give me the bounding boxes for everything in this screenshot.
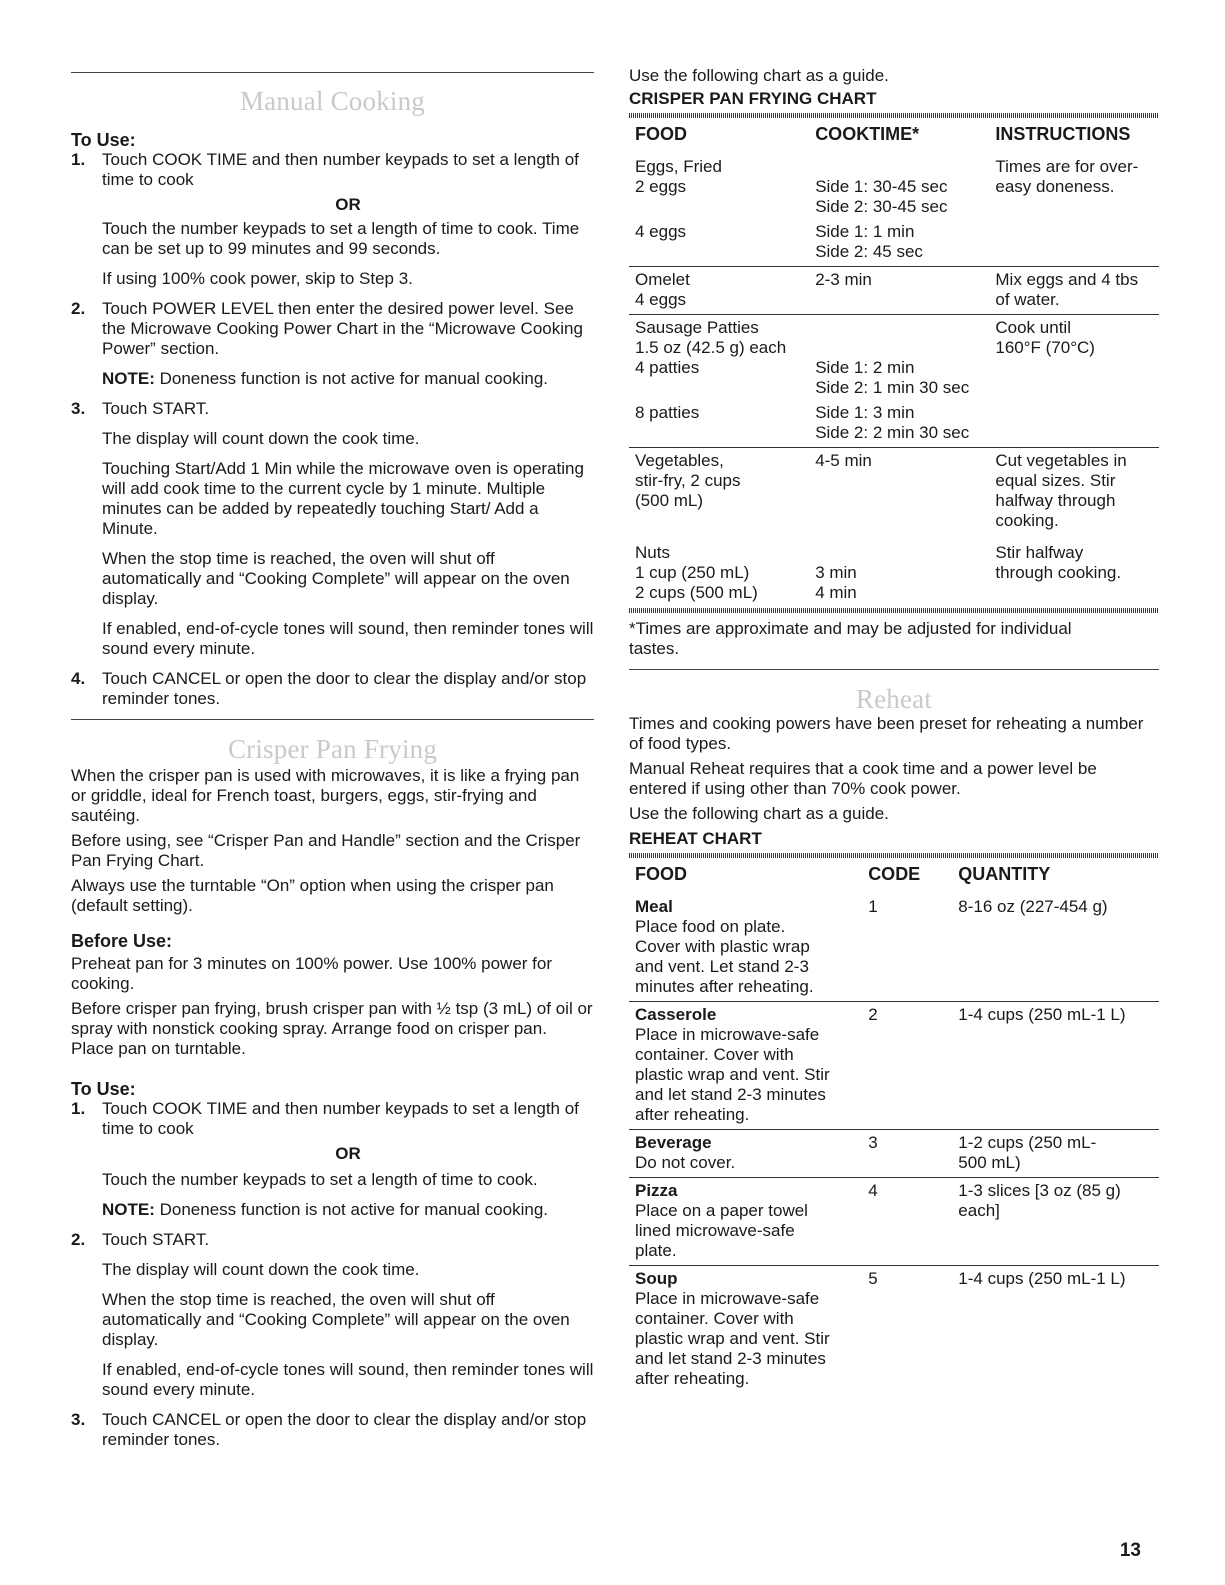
to-use-heading: To Use:: [71, 1079, 136, 1099]
step-text: Touch START.: [102, 399, 210, 418]
table-row: [629, 267, 1159, 315]
food-cell: [629, 892, 862, 1002]
reheat-code: 2: [862, 1002, 952, 1130]
food-cell: [629, 1178, 862, 1266]
quantity: 1-4 cups (250 mL-1 L): [952, 1002, 1159, 1130]
page-number: 13: [1119, 1540, 1141, 1561]
step-number: 4.: [71, 669, 86, 688]
food-cell: [629, 538, 809, 608]
food-name: Omelet: [635, 270, 690, 289]
step-text: The display will count down the cook time.: [102, 429, 420, 448]
food-portion: stir-fry, 2 cups: [635, 471, 741, 490]
step-text: Touch COOK TIME and then number keypads to set a length of time to cook: [102, 150, 579, 189]
note-label: NOTE:: [102, 369, 155, 388]
quantity: 8-16 oz (227-454 g): [958, 897, 1108, 916]
step-text: If enabled, end-of-cycle tones will sound, then reminder tones will sound every minute.: [102, 1360, 594, 1399]
cook-time: Side 2: 2 min 30 sec: [815, 423, 970, 442]
section-rule: [71, 719, 594, 720]
step-number: 3.: [71, 1410, 86, 1429]
table-header-row: [629, 858, 1159, 892]
reheat-code: 4: [862, 1178, 952, 1266]
left-column: [71, 0, 594, 1450]
instruction-text: Times are for over-: [995, 157, 1139, 176]
food-portion: 4 eggs: [635, 222, 687, 241]
note-label: NOTE:: [102, 1200, 155, 1219]
reheat-chart-title: REHEAT CHART: [629, 829, 762, 848]
manual-cooking-title: Manual Cooking: [239, 86, 426, 116]
column-header: COOKTIME*: [815, 124, 920, 144]
time-cell: [809, 315, 989, 448]
crisper-steps: [71, 1099, 594, 1450]
food-portion: 8 patties: [635, 403, 700, 422]
table-row: [629, 538, 1159, 608]
column-header: FOOD: [635, 864, 687, 884]
note: [102, 1200, 594, 1220]
table-row: [629, 448, 1159, 538]
step-text: Touch the number keypads to set a length of time to cook. Time can be set up to 99 minutes and 99 seconds.: [102, 219, 580, 258]
food-name: Soup: [635, 1269, 678, 1288]
step-text: Touch CANCEL or open the door to clear the display and/or stop reminder tones.: [102, 669, 587, 708]
step-item: [71, 150, 594, 289]
manual-cooking-steps: [71, 150, 594, 709]
paragraph: Preheat pan for 3 minutes on 100% power. Use 100% power for cooking.: [71, 954, 553, 993]
note: [102, 369, 594, 389]
chart-footnote: *Times are approximate and may be adjusted for individual tastes.: [629, 619, 1072, 658]
food-portion: 1 cup (250 mL): [635, 563, 750, 582]
column-header: CODE: [868, 864, 921, 884]
paragraph: Times and cooking powers have been preset for reheating a number of food types.: [629, 714, 1144, 753]
table-row: [629, 1130, 1159, 1178]
cook-time: Side 1: 30-45 sec: [815, 177, 948, 196]
food-portion: 2 cups (500 mL): [635, 583, 758, 602]
cook-time: 2-3 min: [809, 267, 989, 315]
table-row: [629, 1178, 1159, 1266]
paragraph: Manual Reheat requires that a cook time and a power level be entered if using other than 70% cook power.: [629, 759, 1097, 798]
step-text: Touch START.: [102, 1230, 210, 1249]
table-row: [629, 152, 1159, 267]
chart-intro: Use the following chart as a guide.: [629, 66, 889, 85]
column-header: QUANTITY: [958, 864, 1051, 884]
crisper-pan-frying-title: Crisper Pan Frying: [227, 734, 438, 764]
step-item: [71, 1410, 594, 1450]
reheat-code: 1: [868, 897, 878, 916]
reheat-code: 3: [862, 1130, 952, 1178]
paragraph: Use the following chart as a guide.: [629, 804, 889, 823]
note-text: Doneness function is not active for manual cooking.: [154, 369, 548, 388]
food-cell: [629, 448, 809, 538]
or-label: OR: [335, 195, 361, 214]
reheat-code: 5: [862, 1266, 952, 1394]
food-cell: [629, 1002, 862, 1130]
step-number: 1.: [71, 150, 86, 169]
food-portion: 2 eggs: [635, 177, 687, 196]
food-name: Casserole: [635, 1005, 717, 1024]
step-item: [71, 1099, 594, 1220]
food-cell: [629, 1130, 862, 1178]
cook-time: Side 2: 1 min 30 sec: [815, 378, 970, 397]
instruction-text: Mix eggs and 4 tbs: [995, 270, 1139, 289]
cook-time: Side 1: 3 min: [815, 403, 915, 422]
section-rule: [629, 669, 1159, 670]
instruction-text: of water.: [995, 290, 1060, 309]
food-name: Meal: [635, 897, 673, 916]
time-cell: [809, 538, 989, 608]
cook-time: 4 min: [815, 583, 857, 602]
food-instructions: Place in microwave-safe container. Cover with plastic wrap and vent. Stir and let stand 2-3 minutes after reheating.: [635, 1025, 830, 1124]
table-header-row: [629, 118, 1159, 152]
table-row: [629, 315, 1159, 448]
step-text: Touch CANCEL or open the door to clear the display and/or stop reminder tones.: [102, 1410, 587, 1449]
cook-time: Side 1: 1 min: [815, 222, 915, 241]
to-use-heading: To Use:: [71, 130, 136, 150]
instruction-text: Stir halfway: [995, 543, 1084, 562]
table-row: [629, 892, 1159, 1002]
step-text: The display will count down the cook time.: [102, 1260, 420, 1279]
food-name: Nuts: [635, 543, 670, 562]
food-name: Beverage: [635, 1133, 712, 1152]
quantity: 1-4 cups (250 mL-1 L): [952, 1266, 1159, 1394]
food-cell: [629, 267, 809, 315]
instruction-text: Cut vegetables in: [995, 451, 1127, 470]
step-item: [71, 399, 594, 659]
quantity: 1-2 cups (250 mL-500 mL): [952, 1130, 1159, 1178]
instruction-text: 160°F (70°C): [995, 338, 1095, 357]
paragraph: Before crisper pan frying, brush crisper pan with ½ tsp (3 mL) of oil or spray with nonstick cooking spray. Arrange food on crisper pan. Place pan on turntable.: [71, 999, 593, 1058]
paragraph: When the crisper pan is used with microwaves, it is like a frying pan or griddle, ideal for French toast, burgers, eggs, stir-frying and sautéing.: [71, 766, 580, 825]
or-label: OR: [335, 1144, 361, 1163]
food-name: Sausage Patties: [635, 318, 759, 337]
cook-time: Side 2: 30-45 sec: [815, 197, 948, 216]
before-use-heading: Before Use:: [71, 931, 173, 951]
step-item: [71, 299, 594, 389]
instructions-cell: [989, 315, 1159, 448]
reheat-title: Reheat: [855, 684, 933, 714]
chart-bottom-rule: [629, 608, 1159, 613]
food-cell: [629, 315, 809, 448]
food-name: Eggs, Fried: [635, 157, 722, 176]
crisper-frying-table: [629, 118, 1159, 607]
food-instructions: Place in microwave-safe container. Cover with plastic wrap and vent. Stir and let stand 2-3 minutes after reheating.: [635, 1289, 830, 1388]
instructions-cell: [989, 538, 1159, 608]
step-text: Touching Start/Add 1 Min while the microwave oven is operating will add cook time to the current cycle by 1 minute. Multiple minutes can be added by repeatedly touching Start/ Add a Minute.: [102, 459, 584, 538]
cook-time: 4-5 min: [809, 448, 989, 538]
section-rule: [71, 72, 594, 73]
food-portion: 4 eggs: [635, 290, 687, 309]
instruction-text: Cook until: [995, 318, 1071, 337]
table-row: [629, 1266, 1159, 1394]
table-row: [629, 1002, 1159, 1130]
step-number: 1.: [71, 1099, 86, 1118]
cook-time: 3 min: [815, 563, 857, 582]
instructions-cell: [989, 267, 1159, 315]
step-item: [71, 669, 594, 709]
food-cell: [629, 152, 809, 267]
column-header: INSTRUCTIONS: [995, 124, 1131, 144]
instructions-cell: [989, 152, 1159, 267]
step-text: When the stop time is reached, the oven will shut off automatically and “Cooking Complete” will appear on the oven display.: [102, 549, 570, 608]
paragraph: Always use the turntable “On” option when using the crisper pan (default setting).: [71, 876, 554, 915]
instruction-text: cooking.: [995, 511, 1059, 530]
right-column: [629, 0, 1159, 1393]
food-portion: (500 mL): [635, 491, 704, 510]
step-text: When the stop time is reached, the oven will shut off automatically and “Cooking Complete” will appear on the oven display.: [102, 1290, 570, 1349]
step-text: Touch COOK TIME and then number keypads to set a length of time to cook: [102, 1099, 579, 1138]
step-number: 2.: [71, 299, 86, 318]
food-name: Vegetables,: [635, 451, 724, 470]
instruction-text: halfway through: [995, 491, 1116, 510]
instruction-text: easy doneness.: [995, 177, 1115, 196]
cook-time: Side 1: 2 min: [815, 358, 915, 377]
step-item: [71, 1230, 594, 1400]
quantity: 1-3 slices [3 oz (85 g) each]: [952, 1178, 1159, 1266]
food-portion: 1.5 oz (42.5 g) each: [635, 338, 787, 357]
instructions-cell: [989, 448, 1159, 538]
column-header: FOOD: [635, 124, 687, 144]
reheat-table: [629, 858, 1159, 1393]
instruction-text: equal sizes. Stir: [995, 471, 1116, 490]
step-number: 2.: [71, 1230, 86, 1249]
instruction-text: through cooking.: [995, 563, 1122, 582]
step-number: 3.: [71, 399, 86, 418]
food-cell: [629, 1266, 862, 1394]
paragraph: Before using, see “Crisper Pan and Handle” section and the Crisper Pan Frying Chart.: [71, 831, 581, 870]
time-cell: [809, 152, 989, 267]
note-text: Doneness function is not active for manual cooking.: [154, 1200, 548, 1219]
food-instructions: Do not cover.: [635, 1153, 736, 1172]
step-text: Touch the number keypads to set a length of time to cook.: [102, 1170, 538, 1189]
step-text: If using 100% cook power, skip to Step 3.: [102, 269, 413, 288]
crisper-chart-title: CRISPER PAN FRYING CHART: [629, 89, 877, 108]
food-instructions: Place on a paper towel lined microwave-safe plate.: [635, 1201, 808, 1260]
step-text: If enabled, end-of-cycle tones will sound, then reminder tones will sound every minute.: [102, 619, 594, 658]
cook-time: Side 2: 45 sec: [815, 242, 923, 261]
food-instructions: Place food on plate. Cover with plastic wrap and vent. Let stand 2-3 minutes after reheating.: [635, 917, 814, 996]
food-portion: 4 patties: [635, 358, 700, 377]
food-name: Pizza: [635, 1181, 678, 1200]
step-text: Touch POWER LEVEL then enter the desired power level. See the Microwave Cooking Power Chart in the “Microwave Cooking Power” section.: [102, 299, 583, 358]
